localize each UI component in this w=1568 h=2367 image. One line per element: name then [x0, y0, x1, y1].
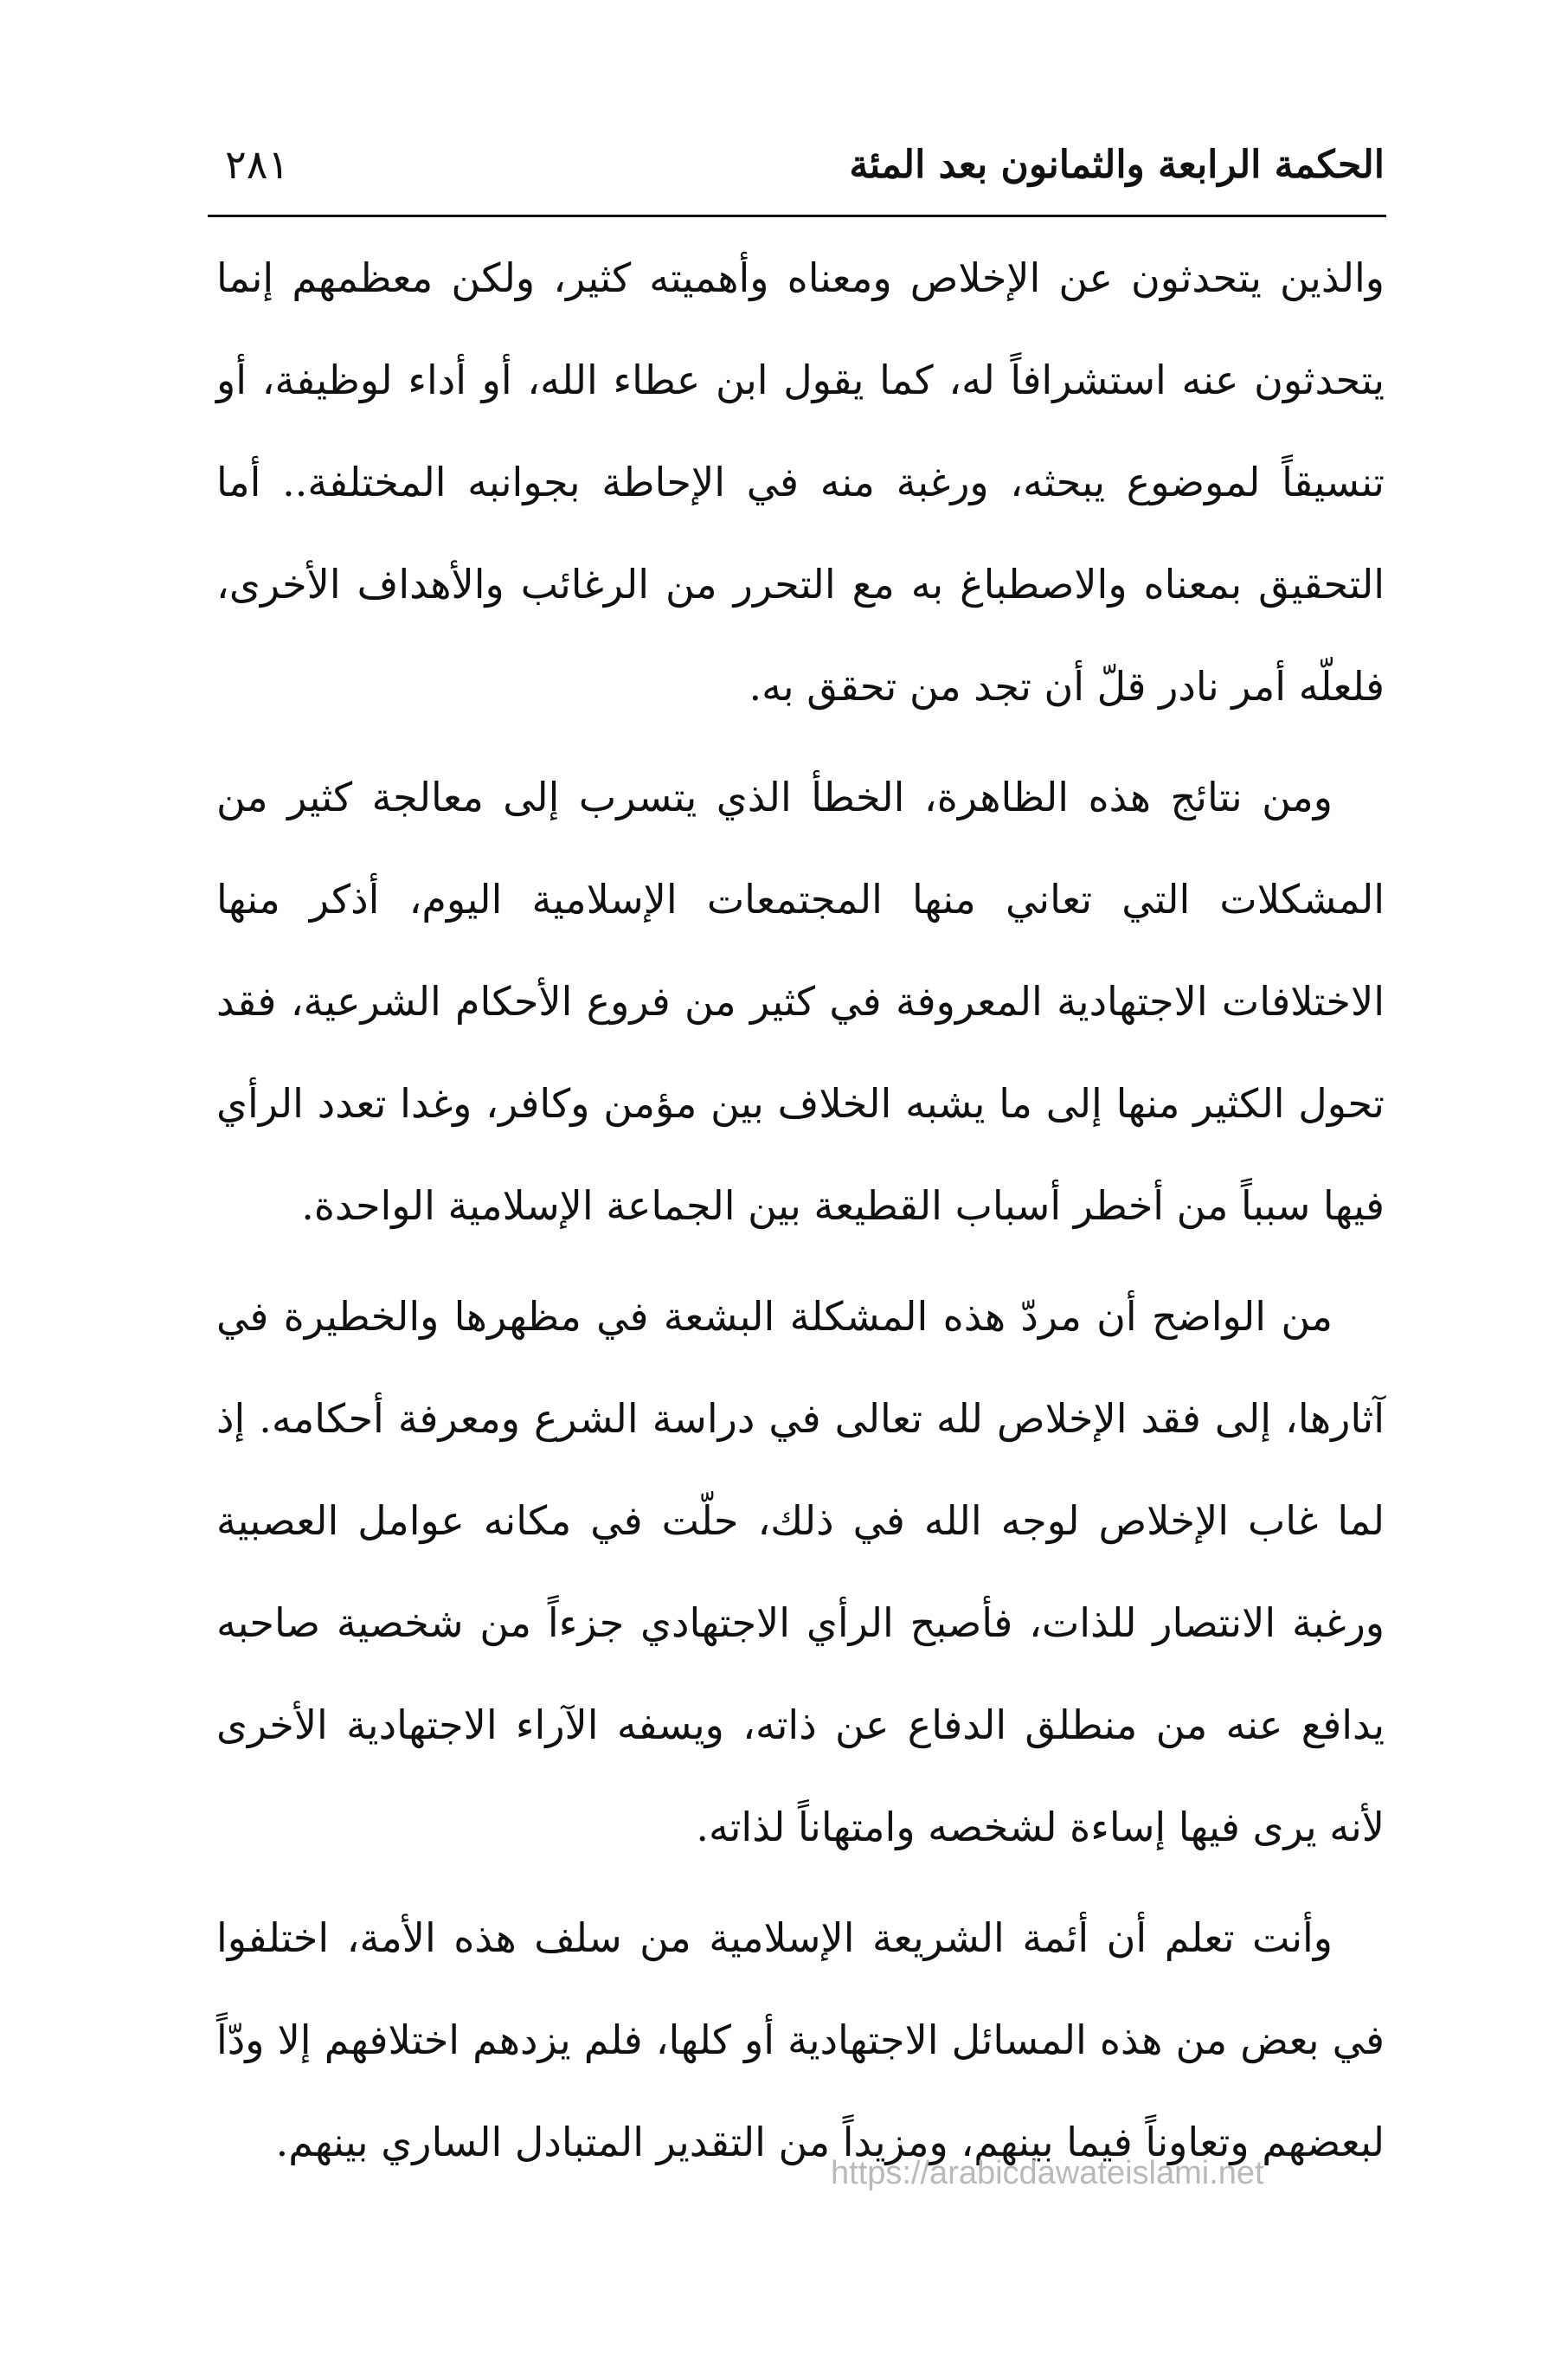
paragraph-4: وأنت تعلم أن أئمة الشريعة الإسلامية من سلف هذه الأمة، اختلفوا في بعض من هذه المسائل الاجتهادية أو كلها، فلم يزدهم اختلافهم إلا ودّاً لبعضهم وتعاوناً فيما بينهم، ومزيداً من التقدير المتبادل الساري بينهم. — [216, 1914, 1385, 2165]
header-divider — [208, 215, 1386, 217]
running-header — [208, 125, 1385, 212]
paragraph-1: والذين يتحدثون عن الإخلاص ومعناه وأهميته كثير، ولكن معظمهم إنما يتحدثون عنه استشرافاً له، كما يقول ابن عطاء الله، أو أداء لوظيفة، أو تنسيقاً لموضوع يبحثه، ورغبة منه في الإحاطة بجوانبه المختلفة.. أما التحقيق بمعناه والاصطباغ به مع التحرر من الرغائب والأهداف الأخرى، فلعلّه أمر نادر قلّ أن تجد من تحقق به. — [216, 254, 1385, 710]
header-title: الحكمة الرابعة والثمانون بعد المئة — [849, 143, 1385, 187]
page-number: ٢٨١ — [225, 141, 290, 188]
watermark-url: https://arabicdawateislami.net — [831, 2155, 1264, 2191]
body-text — [216, 227, 1385, 2202]
paragraph-2: ومن نتائج هذه الظاهرة، الخطأ الذي يتسرب إلى معالجة كثير من المشكلات التي تعاني منها المجتمعات الإسلامية اليوم، أذكر منها الاختلافات الاجتهادية المعروفة في كثير من فروع الأحكام الشرعية، فقد تحول الكثير منها إلى ما يشبه الخلاف بين مؤمن وكافر، وغدا تعدد الرأي فيها سبباً من أخطر أسباب القطيعة بين الجماعة الإسلامية الواحدة. — [216, 774, 1385, 1229]
paragraph-3: من الواضح أن مردّ هذه المشكلة البشعة في مظهرها والخطيرة في آثارها، إلى فقد الإخلاص لله تعالى في دراسة الشرع ومعرفة أحكامه. إذ لما غاب الإخلاص لوجه الله في ذلك، حلّت في مكانه عوامل العصبية ورغبة الانتصار للذات، فأصبح الرأي الاجتهادي جزءاً من شخصية صاحبه يدافع عنه من منطلق الدفاع عن ذاته، ويسفه الآراء الاجتهادية الأخرى لأنه يرى فيها إساءة لشخصه وامتهاناً لذاته. — [216, 1293, 1385, 1850]
